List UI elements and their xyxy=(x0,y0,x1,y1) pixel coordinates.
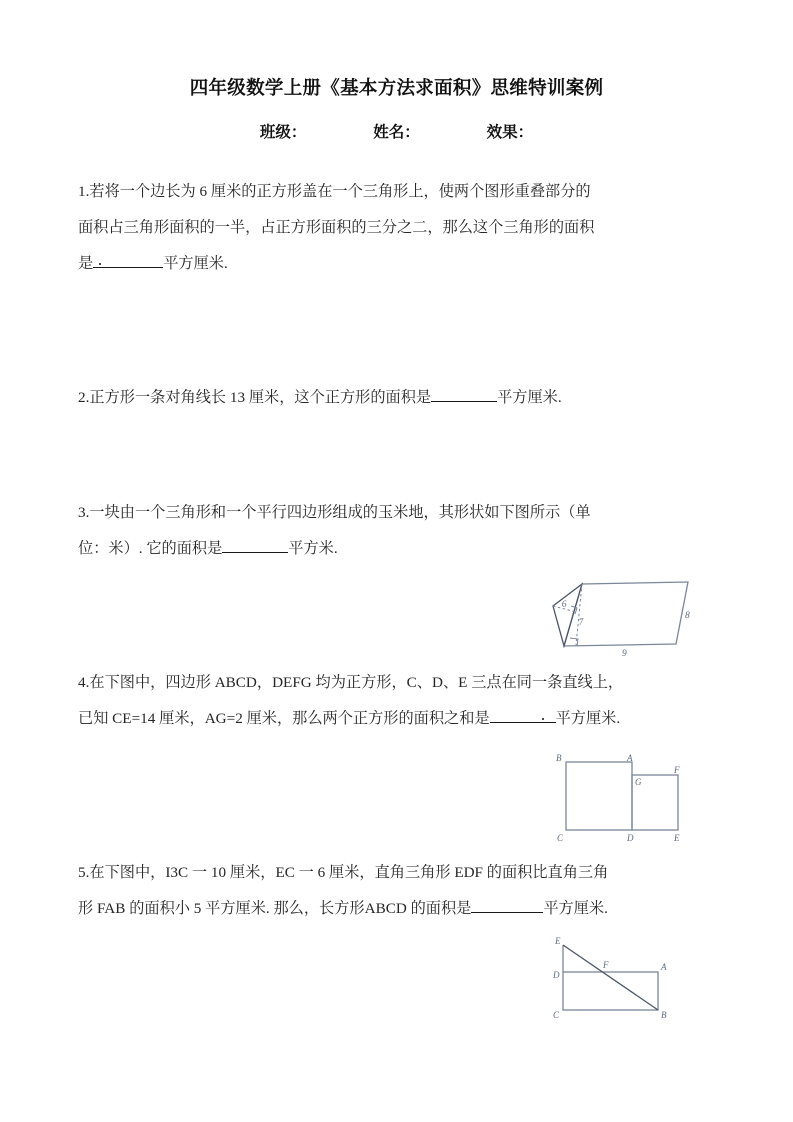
question-3-line-1: 3.一块由一个三角形和一个平行四边形组成的玉米地，其形状如下图所示（单 xyxy=(78,504,591,521)
parallelogram-side-label: 8 xyxy=(685,611,690,621)
answer-blank-4[interactable] xyxy=(490,722,556,723)
triangle-height-label: 6 xyxy=(561,599,567,610)
vertex-label-c: C xyxy=(553,1010,560,1020)
question-4-line-2 xyxy=(78,701,742,737)
question-1-line-2: 面积占三角形面积的一半，占正方形面积的三分之二，那么这个三角形的面积 xyxy=(78,219,595,236)
blank-dot-artifact xyxy=(99,263,101,265)
parallelogram-right-angle-mark xyxy=(570,638,578,646)
question-2-line-1 xyxy=(78,380,742,416)
parallelogram-shape xyxy=(561,582,688,646)
rectangle-diagonal-figure xyxy=(515,936,685,1026)
vertex-label-e: E xyxy=(674,833,680,843)
question-4 xyxy=(78,665,742,737)
vertex-label-a: A xyxy=(627,753,633,763)
question-1-line-3-text: 是 xyxy=(78,255,94,272)
question-3-line-2 xyxy=(78,531,742,567)
vertex-label-c: C xyxy=(557,833,564,843)
question-4-line-1: 4.在下图中，四边形 ABCD，DEFG 均为正方形，C、D、E 三点在同一条直线上， xyxy=(78,674,624,691)
vertex-label-f: F xyxy=(674,765,680,775)
vertex-label-b: B xyxy=(661,1010,667,1020)
question-1-line-3 xyxy=(78,246,742,282)
class-label: 班级： xyxy=(259,123,307,141)
student-info-row xyxy=(0,120,793,142)
blank-dot-artifact-4 xyxy=(542,718,544,720)
question-1 xyxy=(78,174,742,282)
triangle-parallelogram-figure xyxy=(540,572,700,658)
question-2 xyxy=(78,380,742,416)
parallelogram-height-label: 7 xyxy=(578,617,585,628)
answer-blank-2[interactable] xyxy=(431,401,497,402)
question-3-unit: 平方米. xyxy=(288,540,338,557)
two-squares-figure xyxy=(548,748,698,844)
question-5 xyxy=(78,855,742,927)
question-1-unit: 平方厘米. xyxy=(163,255,228,272)
question-5-line-1: 5.在下图中，I3C 一 10 厘米，EC 一 6 厘米，直角三角形 EDF 的面积比直角三角 xyxy=(78,864,609,881)
question-3-line-2-text: 位：米）. 它的面积是 xyxy=(78,540,223,557)
vertex-label-a: A xyxy=(661,962,667,972)
vertex-label-d: D xyxy=(627,833,634,843)
page-title: 四年级数学上册《基本方法求面积》思维特训案例 xyxy=(189,78,604,99)
answer-blank-1[interactable] xyxy=(93,267,163,268)
vertex-label-f: F xyxy=(603,960,609,970)
segment-eb xyxy=(563,945,658,1010)
question-3 xyxy=(78,495,742,567)
vertex-label-b: B xyxy=(556,753,562,763)
parallelogram-base-label: 9 xyxy=(622,649,627,659)
answer-blank-5[interactable] xyxy=(471,912,543,913)
name-label: 姓名： xyxy=(373,123,420,141)
question-2-unit: 平方厘米. xyxy=(497,389,562,406)
question-2-line-1-text: 2.正方形一条对角线长 13 厘米，这个正方形的面积是 xyxy=(78,389,432,406)
vertex-label-e: E xyxy=(555,936,561,946)
question-4-unit: 平方厘米. xyxy=(555,710,621,727)
vertex-label-d: D xyxy=(553,970,560,980)
large-square-abcd xyxy=(566,762,632,830)
answer-blank-3[interactable] xyxy=(222,552,288,553)
question-5-line-2 xyxy=(78,891,742,927)
result-label: 效果： xyxy=(486,123,534,141)
vertex-label-g: G xyxy=(635,777,642,787)
question-4-line-2-text: 已知 CE=14 厘米，AG=2 厘米，那么两个正方形的面积之和是 xyxy=(78,710,490,727)
question-1-line-1: 1.若将一个边长为 6 厘米的正方形盖在一个三角形上，使两个图形重叠部分的 xyxy=(78,183,591,200)
triangle-shape xyxy=(553,584,582,646)
question-5-unit: 平方厘米. xyxy=(543,900,608,917)
question-5-line-2-text: 形 FAB 的面积小 5 平方厘米. 那么，长方形ABCD 的面积是 xyxy=(78,900,472,917)
